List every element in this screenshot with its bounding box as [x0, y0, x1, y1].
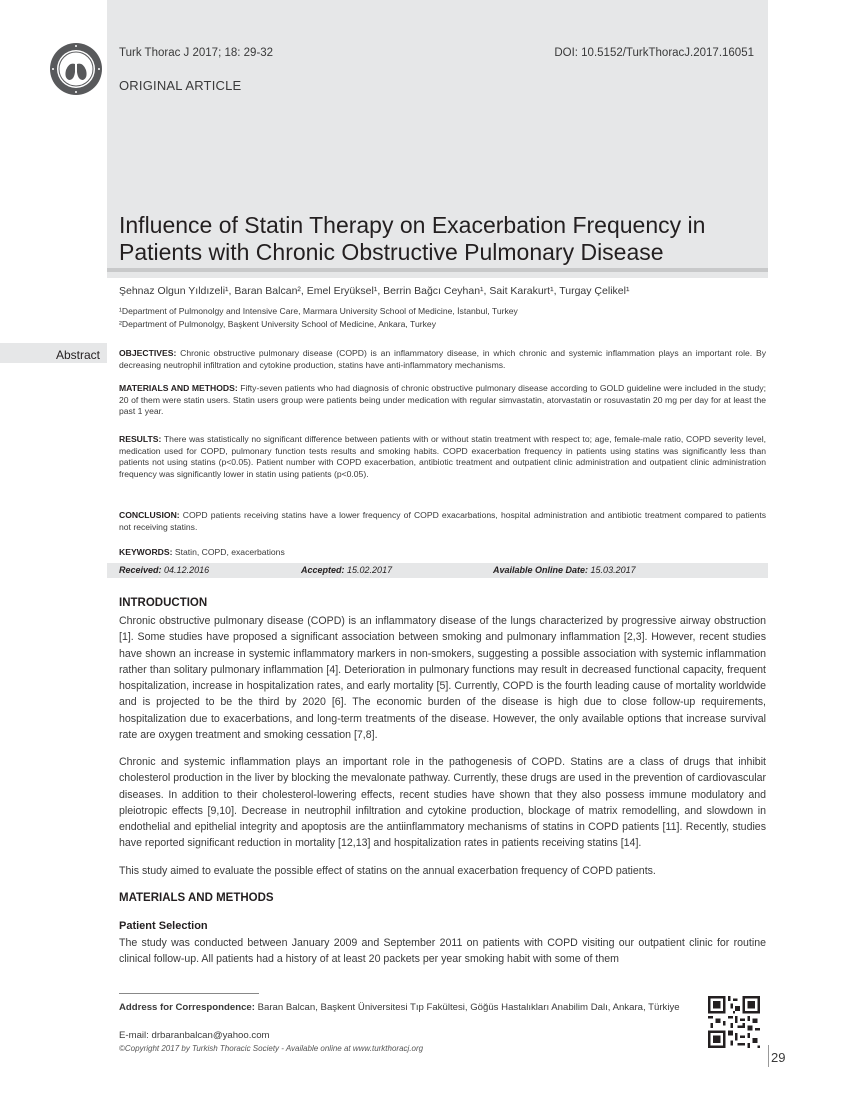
abstract-label: Abstract	[56, 348, 101, 362]
conclusion-text: COPD patients receiving statins have a lower frequency of COPD exacarbations, hospital administration and antibiotic treatment compared to patients not receiving statins.	[119, 510, 767, 532]
article-type: ORIGINAL ARTICLE	[119, 78, 242, 93]
page-number: 29	[771, 1050, 786, 1065]
objectives-label: OBJECTIVES:	[119, 348, 177, 358]
correspondence-email[interactable]: E-mail: drbaranbalcan@yahoo.com	[119, 1030, 270, 1041]
received-date	[119, 565, 209, 575]
methods-paragraph-1: The study was conducted between January 2009 and September 2011 on patients with COPD visiting our outpatient clinic for routine clinical follow-up. All patients had a history of at least 20 packets per year smoking habit with some of them	[119, 937, 766, 966]
affiliation-1: ¹Department of Pulmonolgy and Intensive Care, Marmara University School of Medicine, İstanbul, Turkey	[119, 306, 518, 316]
intro-paragraph-2: Chronic and systemic inflammation plays an important role in the pathogenesis of COPD. Statins are a class of drugs that inhibit cholesterol production in the liver by blocking the mevalonate pathway. Currently, these drugs are used in the prevention of cardiovascular diseases. In addition to their cholesterol-lowering effects, recent studies have shown that they also possess immune modulatory and pleiotropic effects [9,10]. Decrease in neutrophil infiltration and cytokine production, blockage of matrix remodelling, and slowdown in endothelial and epithelial integrity and apoptosis are the antiinflammatory mechanisms of statins in COPD patients [11]. Recently, studies have reported significant reduction in mortality [12,13] and hospitalization rates in patients receiving statins [14].	[119, 756, 766, 850]
footer-divider	[119, 993, 259, 994]
accepted-value: 15.02.2017	[347, 565, 393, 575]
article-title	[119, 212, 759, 266]
author-list: Şehnaz Olgun Yıldızeli¹, Baran Balcan², Emel Eryüksel¹, Berrin Bağcı Ceyhan¹, Sait Karakurt¹, Turgay Çelikel¹	[119, 285, 630, 297]
qr-code-icon	[708, 996, 760, 1048]
abstract-objectives	[119, 348, 766, 371]
correspondence-address	[119, 1002, 704, 1015]
address-text: Baran Balcan, Başkent Üniversitesi Tıp Fakültesi, Göğüs Hastalıkları Anabilim Dalı, Ankara, Türkiye	[257, 1002, 680, 1013]
introduction-heading: INTRODUCTION	[119, 597, 208, 609]
methods-text: Fifty-seven patients who had diagnosis of chronic obstructive pulmonary disease according to GOLD guideline were included in the study; 20 of them were statin users. Statin users group were patients being under medication with regular simvastatin, atorvastatin or rosuvastatin 20 mg per day for at least the past 1 year.	[119, 383, 767, 417]
accepted-label: Accepted:	[301, 565, 345, 575]
abstract-results	[119, 434, 766, 480]
online-value: 15.03.2017	[590, 565, 636, 575]
received-label: Received:	[119, 565, 162, 575]
received-value: 04.12.2016	[164, 565, 210, 575]
address-label: Address for Correspondence:	[119, 1002, 255, 1013]
abstract-conclusion	[119, 510, 766, 533]
patient-selection-heading: Patient Selection	[119, 920, 208, 932]
copyright-notice: ©Copyright 2017 by Turkish Thoracic Society - Available online at www.turkthoracj.org	[119, 1044, 424, 1053]
online-label: Available Online Date:	[493, 565, 589, 575]
abstract-methods	[119, 383, 766, 418]
methods-label: MATERIALS AND METHODS:	[119, 383, 238, 393]
journal-citation: Turk Thorac J 2017; 18: 29-32	[119, 47, 274, 59]
abstract-keywords	[119, 547, 766, 559]
affiliation-2: ²Department of Pulmonolgy, Başkent University School of Medicine, Ankara, Turkey	[119, 319, 436, 329]
title-line-2: Patients with Chronic Obstructive Pulmonary Disease	[119, 239, 664, 265]
methods-heading: MATERIALS AND METHODS	[119, 892, 274, 904]
intro-paragraph-3: This study aimed to evaluate the possible effect of statins on the annual exacerbation frequency of COPD patients.	[119, 865, 656, 877]
doi[interactable]: DOI: 10.5152/TurkThoracJ.2017.16051	[554, 47, 754, 59]
conclusion-label: CONCLUSION:	[119, 510, 180, 520]
objectives-text: Chronic obstructive pulmonary disease (COPD) is an inflammatory disease, in which chronic and systemic inflammation plays an important role. By decreasing neutrophil infiltration and cytokine production, statins have anti-inflammatory mechanisms.	[119, 348, 766, 370]
online-date	[493, 565, 636, 575]
keywords-text: Statin, COPD, exacerbations	[174, 547, 285, 557]
accepted-date	[301, 565, 392, 575]
intro-paragraph-1: Chronic obstructive pulmonary disease (COPD) is an inflammatory disease of the lungs characterized by progressive airway obstruction [1]. Some studies have proposed a significant association between smoking and pulmonary inflammation [2,3]. However, recent studies have shown an increase in systemic inflammatory markers in non-smokers, suggesting a possible association with systemic inflammation rather than solitary pulmonary inflammation [4]. Deterioration in pulmonary functions may result in decreased functional capacity, frequent hospitalization, increase in hospitalization rates, and early mortality [5]. Currently, COPD is the fourth leading cause of mortality worldwide and is projected to be the third by 2020 [6]. The economic burden of the disease is high due to close follow-up requirements, hospitalization due to exacerbations, and long-term treatments of the disease. However, the only available options that increase survival rate are oxygen treatment and smoking cessation [7,8].	[119, 615, 766, 742]
title-line-1: Influence of Statin Therapy on Exacerbation Frequency in	[119, 212, 706, 238]
keywords-label: KEYWORDS:	[119, 547, 173, 557]
results-label: RESULTS:	[119, 434, 162, 444]
dates-band	[107, 563, 768, 578]
title-divider	[107, 268, 768, 272]
page-number-divider	[768, 1045, 769, 1067]
society-seal-icon	[49, 42, 103, 96]
results-text: There was statistically no significant difference between patients with or without statin treatment with respect to; age, female-male ratio, COPD severity level, medication used for COPD, pulmonary function tests results and smoking habits. COPD exacerbation frequency in patients using statins was significantly less than patients not using statins (p<0.05). Patient number with COPD exacerbation, antibiotic treatment and outpatient clinic administration and outpatient clinic administration frequency was significantly lower in statin using patients (p<0.05).	[119, 434, 766, 479]
